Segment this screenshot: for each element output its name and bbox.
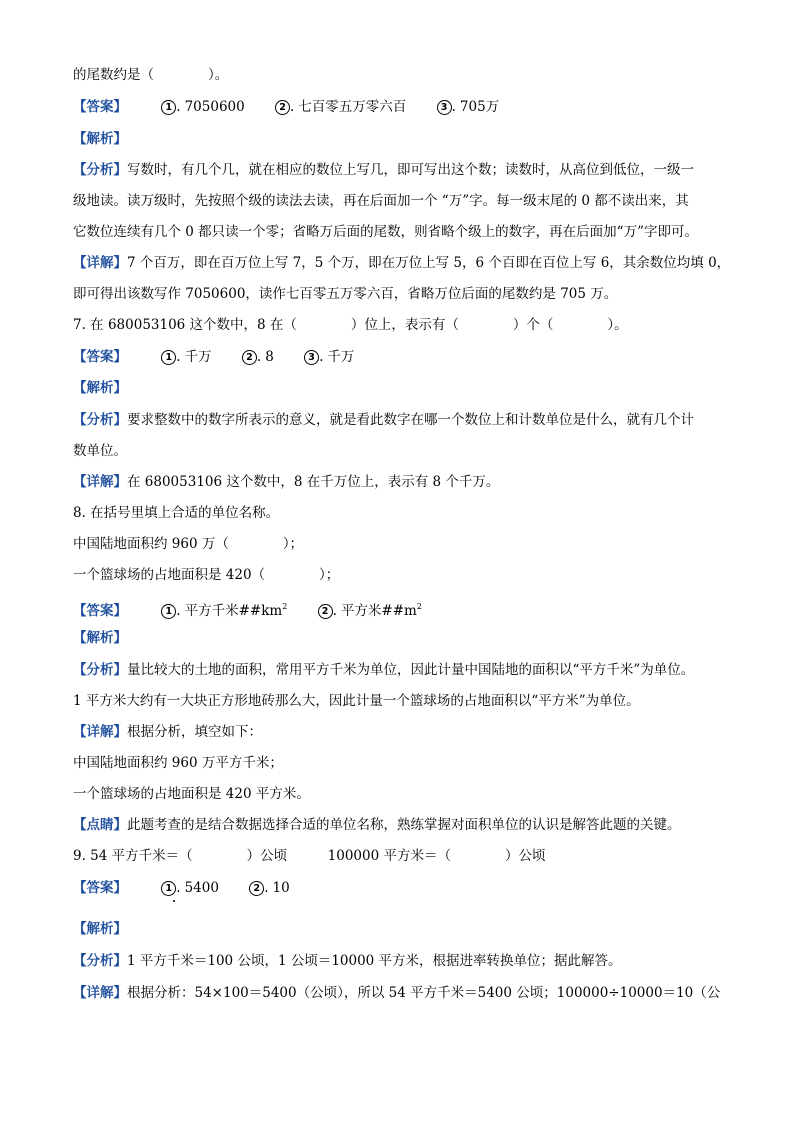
- answer-line: [73, 596, 734, 618]
- answer-item: 2 . 8: [242, 346, 274, 368]
- text-line: 中国陆地面积约 960 万（ ）；: [73, 536, 304, 552]
- analysis-tag: 【分析】: [73, 953, 127, 969]
- answer-item: 3 . 705万: [437, 96, 500, 118]
- answer-item: 1 . 7050600: [161, 96, 244, 118]
- text-line: 即可得出该数写作 7050600，读作七百零五万零六百，省略万位后面的尾数约是 705 万。: [73, 286, 618, 302]
- question-line: 7. 在 680053106 这个数中，8 在（ ）位上，表示有（ ）个（ ）。: [73, 317, 628, 333]
- answer-group: [161, 346, 380, 368]
- circled-number-2: 2: [318, 604, 333, 619]
- answer-tag: 【答案】: [73, 603, 127, 619]
- circled-number-1: 1: [161, 350, 176, 365]
- answer-item: 1 . 5400: [161, 877, 219, 899]
- text-line: 【分析】量比较大的土地的面积，常用平方千米为单位，因此计量中国陆地的面积以“平方千米”为单位。: [73, 662, 695, 678]
- answer-item: 3 . 千万: [304, 346, 354, 368]
- question-line: 8. 在括号里填上合适的单位名称。: [73, 505, 280, 521]
- text-line: 一个篮球场的占地面积是 420 平方米。: [73, 786, 310, 802]
- answer-line: [73, 96, 734, 118]
- answer-tag: 【答案】: [73, 349, 127, 365]
- circled-number-2: 2: [249, 881, 264, 896]
- circled-number-1: 1: [161, 881, 176, 896]
- text-line: 级地读。读万级时，先按照个级的读法去读，再在后面加一个 “万”字。每一级末尾的 0 都不读出来，其: [73, 193, 689, 209]
- answer-group: [161, 596, 448, 622]
- detail-tag: 【详解】: [73, 724, 127, 740]
- analysis-heading: 【解析】: [73, 921, 127, 937]
- text-line: 它数位连续有几个 0 都只读一个零；省略万后面的尾数，则省略个级上的数字，再在后面加“万”字即可。: [73, 224, 698, 240]
- answer-tag: 【答案】: [73, 99, 127, 115]
- answer-tag: 【答案】: [73, 880, 127, 896]
- answer-item: 2 . 平方米$\#\#m^2$: [318, 596, 422, 622]
- circled-number-3: 3: [304, 350, 319, 365]
- detail-tag: 【详解】: [73, 474, 127, 490]
- key-point-tag: 【点睛】: [73, 817, 127, 833]
- answer-item: 2 . 七百零五万零六百: [275, 96, 406, 118]
- analysis-heading: 【解析】: [73, 380, 127, 396]
- text-line: 【分析】要求整数中的数字所表示的意义，就是看此数字在哪一个数位上和计数单位是什么，就有几个计: [73, 412, 694, 428]
- answer-group: [161, 96, 525, 118]
- text-line: 【分析】1 平方千米＝100 公顷，1 公顷＝10000 平方米，根据进率转换单位；据此解答。: [73, 953, 622, 969]
- answer-item: 1 . 平方千米$\#\#km^2$: [161, 596, 287, 622]
- stray-dot: [173, 900, 175, 902]
- answer-group: [161, 877, 315, 899]
- text-line: 【点睛】此题考查的是结合数据选择合适的单位名称，熟练掌握对面积单位的认识是解答此题的关键。: [73, 817, 681, 833]
- detail-tag: 【详解】: [73, 255, 127, 271]
- text-line: 的尾数约是（ ）。: [73, 67, 229, 83]
- analysis-tag: 【分析】: [73, 412, 127, 428]
- answer-line: [73, 346, 734, 368]
- text-line: 数单位。: [73, 443, 127, 459]
- circled-number-1: 1: [161, 100, 176, 115]
- circled-number-2: 2: [242, 350, 257, 365]
- detail-tag: 【详解】: [73, 985, 127, 1001]
- text-line: 【详解】根据分析：54×100＝5400（公顷），所以 54 平方千米＝5400 公顷；100000÷10000＝10（公: [73, 985, 721, 1001]
- analysis-heading: 【解析】: [73, 630, 127, 646]
- text-line: 【详解】7 个百万，即在百万位上写 7，5 个万，即在万位上写 5，6 个百即在百位上写 6，其余数位均填 0，: [73, 255, 731, 271]
- circled-number-2: 2: [275, 100, 290, 115]
- answer-item: 1 . 千万: [161, 346, 211, 368]
- text-line: 【分析】写数时，有几个几，就在相应的数位上写几，即可写出这个数；读数时，从高位到低位，一级一: [73, 162, 694, 178]
- answer-item: 2 . 10: [249, 877, 289, 899]
- answer-line: [73, 877, 734, 899]
- analysis-tag: 【分析】: [73, 162, 127, 178]
- text-line: 1 平方米大约有一大块正方形地砖那么大，因此计量一个篮球场的占地面积以“平方米”为单位。: [73, 693, 640, 709]
- analysis-tag: 【分析】: [73, 662, 127, 678]
- circled-number-1: 1: [161, 604, 176, 619]
- circled-number-3: 3: [437, 100, 452, 115]
- question-line: 9. 54 平方千米＝（ ）公顷 100000 平方米＝（ ）公顷: [73, 848, 546, 864]
- text-line: 【详解】根据分析，填空如下：: [73, 724, 262, 740]
- analysis-heading: 【解析】: [73, 131, 127, 147]
- text-line: 中国陆地面积约 960 万平方千米；: [73, 755, 283, 771]
- text-line: 【详解】在 680053106 这个数中，8 在千万位上，表示有 8 个千万。: [73, 474, 500, 490]
- text-line: 一个篮球场的占地面积是 420（ ）；: [73, 567, 340, 583]
